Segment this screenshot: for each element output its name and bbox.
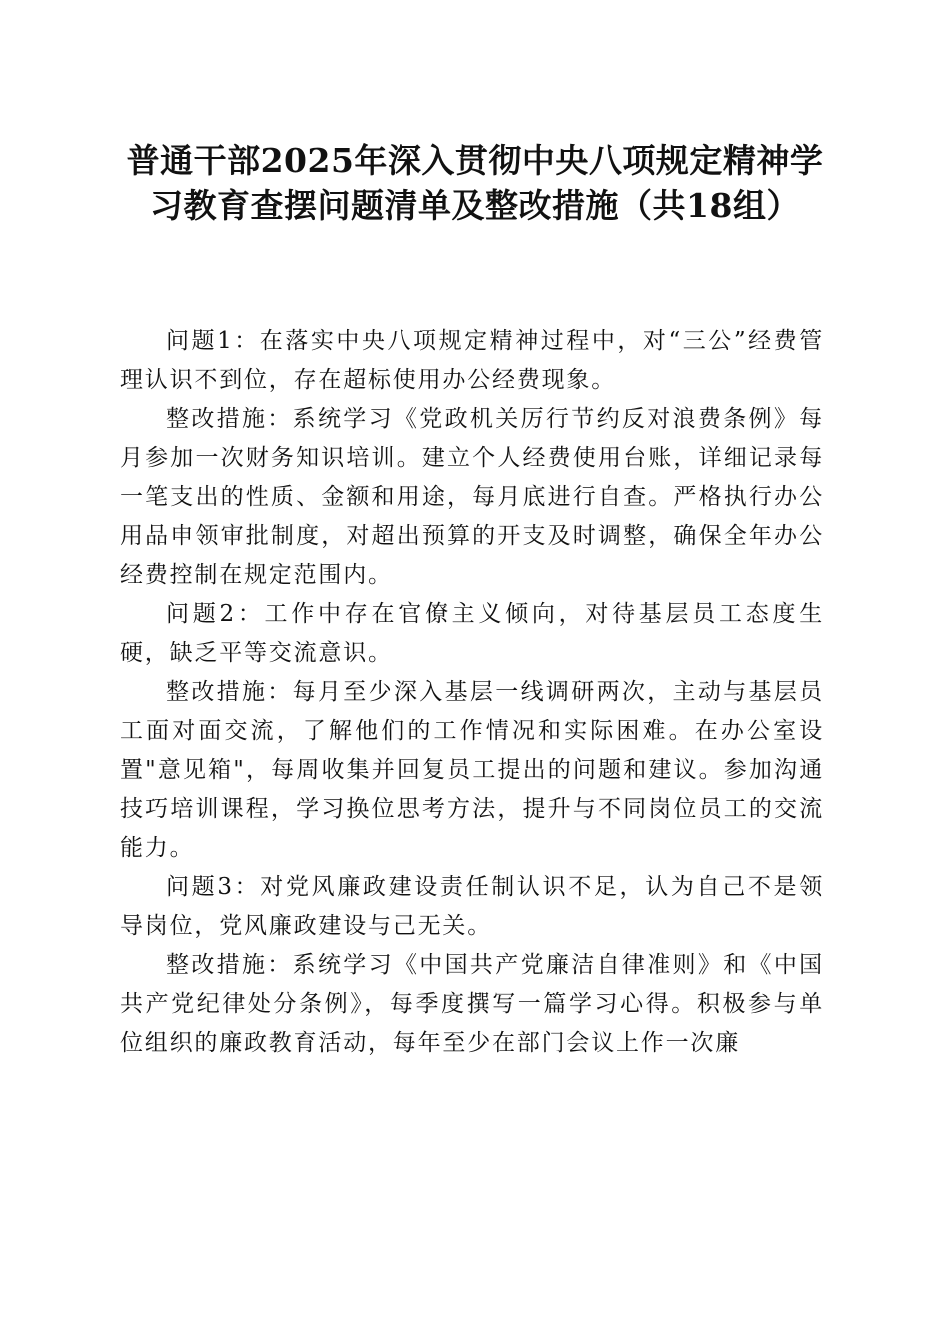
document-body: [120, 322, 824, 1063]
paragraph-problem-3: 问题3：对党风廉政建设责任制认识不足，认为自己不是领导岗位，党风廉政建设与己无关。: [120, 874, 824, 939]
document-title: 普通干部2025年深入贯彻中央八项规定精神学习教育查摆问题清单及整改措施（共18组）: [126, 141, 824, 225]
paragraph-measures-1: 整改措施：系统学习《党政机关厉行节约反对浪费条例》每月参加一次财务知识培训。建立个人经费使用台账，详细记录每一笔支出的性质、金额和用途，每月底进行自查。严格执行办公用品申领审批制度，对超出预算的开支及时调整，确保全年办公经费控制在规定范围内。: [120, 406, 824, 588]
paragraph-measures-3: 整改措施：系统学习《中国共产党廉洁自律准则》和《中国共产党纪律处分条例》，每季度撰写一篇学习心得。积极参与单位组织的廉政教育活动，每年至少在部门会议上作一次廉: [120, 952, 824, 1056]
paragraph-problem-2: 问题2：工作中存在官僚主义倾向，对待基层员工态度生硬，缺乏平等交流意识。: [120, 601, 824, 666]
paragraph-problem-1: 问题1：在落实中央八项规定精神过程中，对“三公”经费管理认识不到位，存在超标使用办公经费现象。: [120, 328, 824, 393]
paragraph-measures-2: 整改措施：每月至少深入基层一线调研两次，主动与基层员工面对面交流，了解他们的工作情况和实际困难。在办公室设置"意见箱"，每周收集并回复员工提出的问题和建议。参加沟通技巧培训课程，学习换位思考方法，提升与不同岗位员工的交流能力。: [120, 679, 824, 861]
